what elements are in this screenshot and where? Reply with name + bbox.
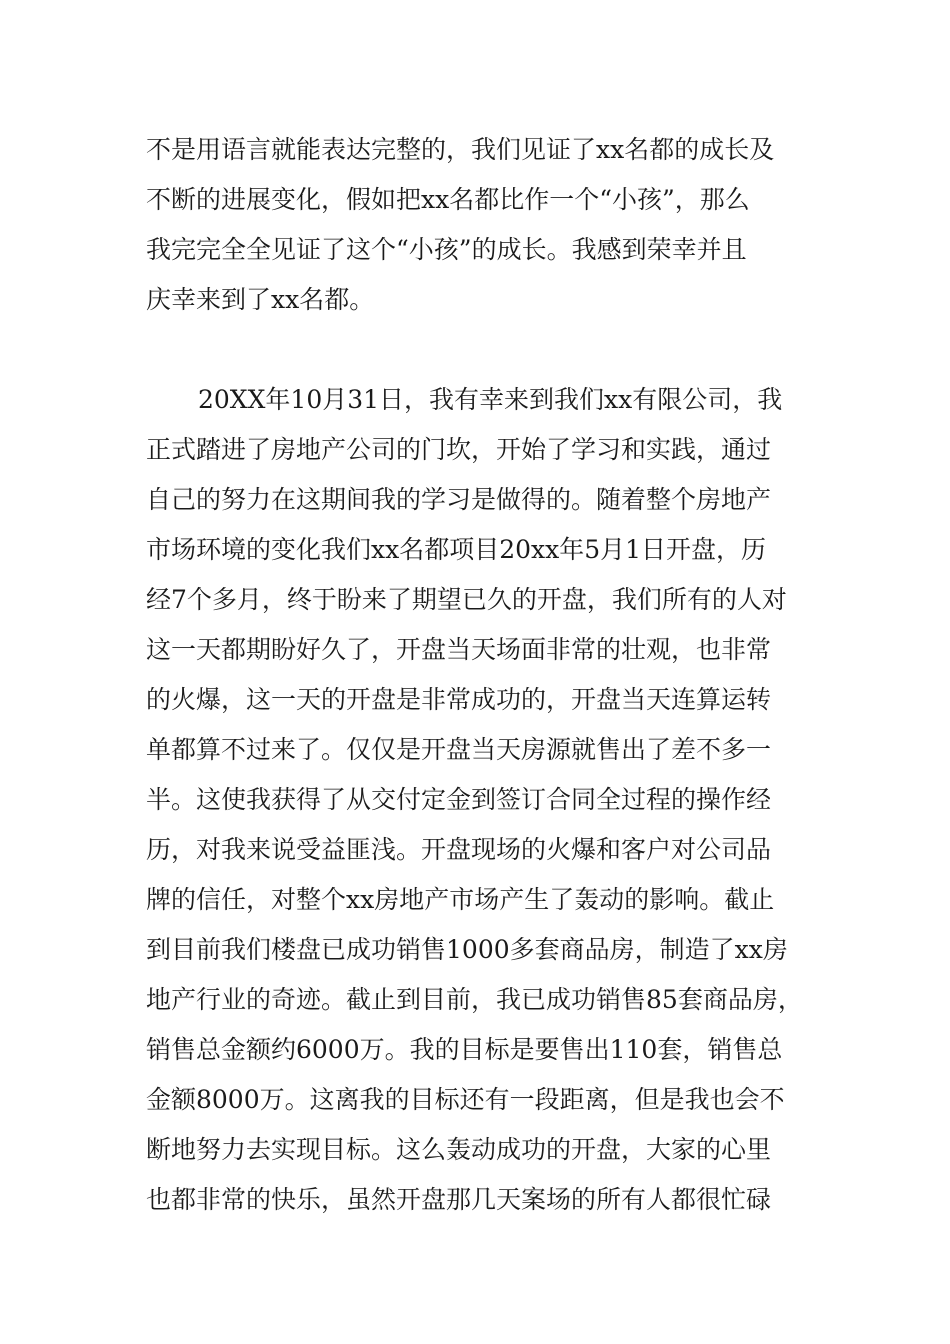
paragraph-2-line-8: 单都算不过来了。仅仅是开盘当天房源就售出了差不多一 [146,735,772,764]
paragraph-2-line-13: 地产行业的奇迹。截止到目前，我已成功销售85套商品房， [146,985,803,1014]
paragraph-2-line-1: 20XX年10月31日，我有幸来到我们xx有限公司，我 [198,385,783,414]
paragraph-2-line-12: 到目前我们楼盘已成功销售1000多套商品房，制造了xx房 [146,935,788,964]
paragraph-2-line-15: 金额8000万。这离我的目标还有一段距离，但是我也会不 [146,1085,785,1114]
paragraph-2-line-3: 自己的努力在这期间我的学习是做得的。随着整个房地产 [146,485,772,514]
paragraph-1-line-3: 我完完全全见证了这个“小孩”的成长。我感到荣幸并且 [146,235,747,264]
paragraph-1-line-1: 不是用语言就能表达完整的，我们见证了xx名都的成长及 [146,135,775,164]
paragraph-2-line-6: 这一天都期盼好久了，开盘当天场面非常的壮观，也非常 [146,635,772,664]
paragraph-2-line-10: 历，对我来说受益匪浅。开盘现场的火爆和客户对公司品 [146,835,772,864]
paragraph-2-line-7: 的火爆，这一天的开盘是非常成功的，开盘当天连算运转 [146,685,772,714]
paragraph-2-line-11: 牌的信任，对整个xx房地产市场产生了轰动的影响。截止 [146,885,775,914]
paragraph-2-line-16: 断地努力去实现目标。这么轰动成功的开盘，大家的心里 [146,1135,772,1164]
paragraph-2-line-4: 市场环境的变化我们xx名都项目20xx年5月1日开盘，历 [146,535,767,564]
paragraph-2-line-5: 经7个多月，终于盼来了期望已久的开盘，我们所有的人对 [146,585,787,614]
paragraph-2-line-9: 半。这使我获得了从交付定金到签订合同全过程的操作经 [146,785,772,814]
paragraph-1-line-2: 不断的进展变化，假如把xx名都比作一个“小孩”，那么 [146,185,750,214]
paragraph-1-line-4: 庆幸来到了xx名都。 [146,285,375,314]
paragraph-2-line-14: 销售总金额约6000万。我的目标是要售出110套，销售总 [146,1035,783,1064]
paragraph-2-line-17: 也都非常的快乐，虽然开盘那几天案场的所有人都很忙碌 [146,1185,772,1214]
paragraph-2-line-2: 正式踏进了房地产公司的门坎，开始了学习和实践，通过 [146,435,772,464]
